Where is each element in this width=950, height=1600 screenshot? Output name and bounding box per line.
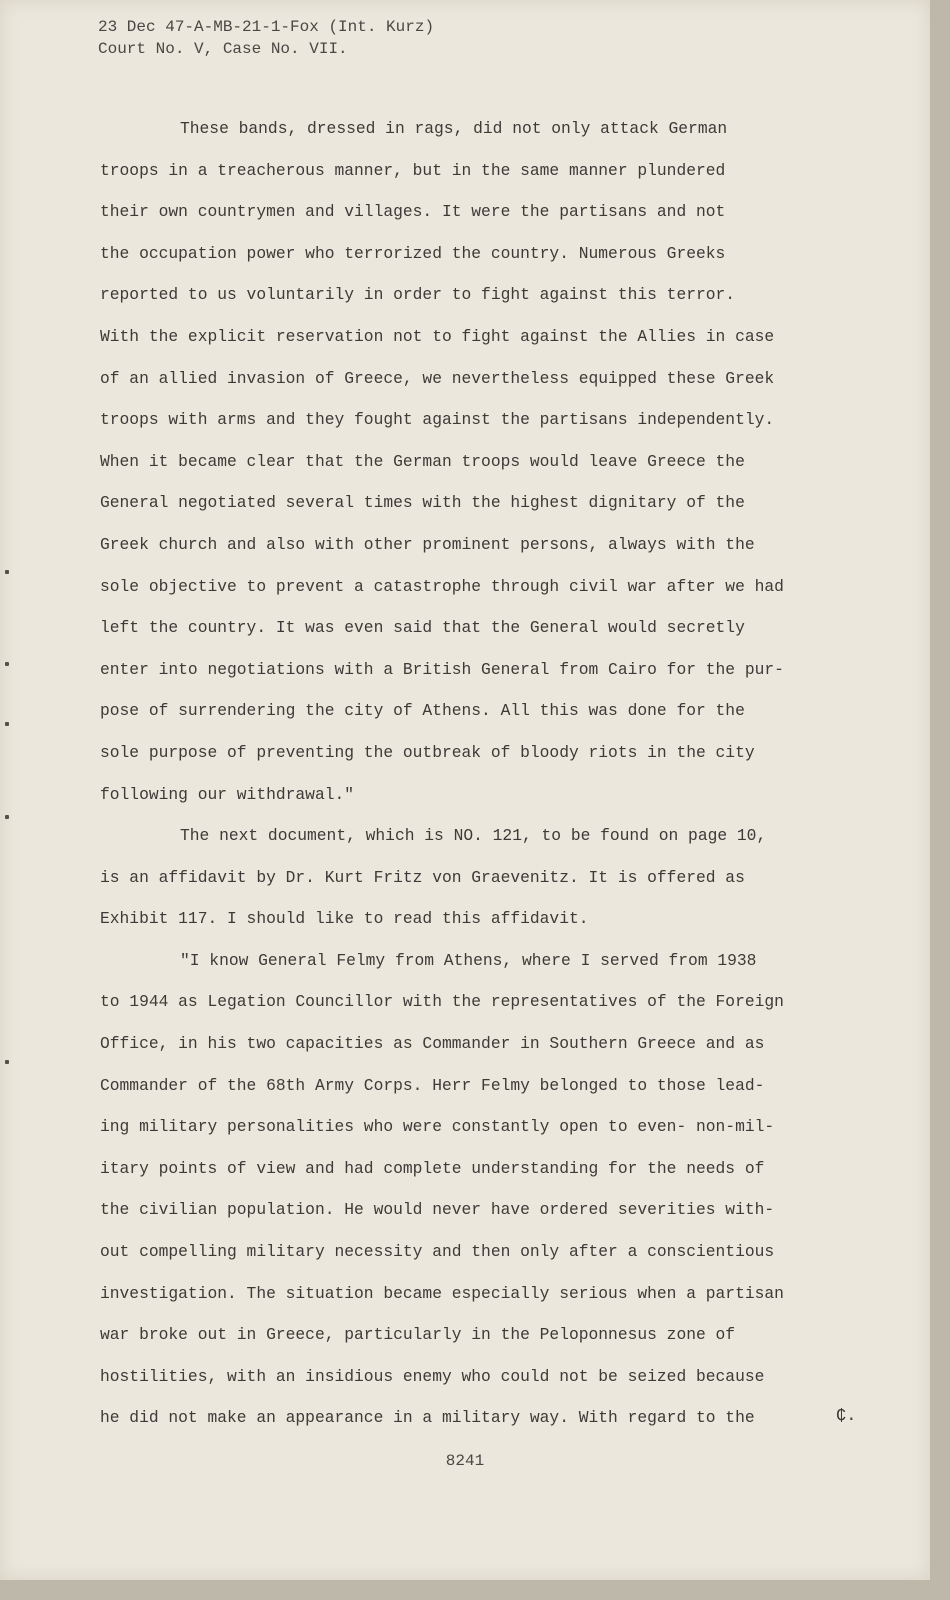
margin-dot (5, 662, 9, 666)
body-line: is an affidavit by Dr. Kurt Fritz von Graevenitz. It is offered as (100, 867, 745, 887)
body-line: enter into negotiations with a British General from Cairo for the pur- (100, 659, 784, 679)
body-line: With the explicit reservation not to fight against the Allies in case (100, 326, 775, 346)
header-line-1: 23 Dec 47-A-MB-21-1-Fox (Int. Kurz) (98, 18, 435, 36)
body-line: Office, in his two capacities as Commander in Southern Greece and as (100, 1034, 765, 1054)
body-line: sole objective to prevent a catastrophe through civil war after we had (100, 576, 784, 596)
margin-dot (5, 1060, 9, 1064)
scan-edge-bottom (0, 1580, 950, 1600)
margin-dot (5, 570, 9, 574)
body-line: following our withdrawal." (100, 784, 355, 804)
body-line: the civilian population. He would never have ordered severities with- (100, 1200, 775, 1220)
handwritten-mark: ₵. (836, 1407, 857, 1426)
body-line: hostilities, with an insidious enemy who could not be seized because (100, 1366, 765, 1386)
body-line: of an allied invasion of Greece, we nevertheless equipped these Greek (100, 368, 775, 388)
body-line: General negotiated several times with the highest dignitary of the (100, 493, 745, 513)
document-header (98, 16, 434, 60)
header-line-2: Court No. V, Case No. VII. (98, 40, 348, 58)
body-line: These bands, dressed in rags, did not only attack German (180, 119, 728, 138)
body-line: troops in a treacherous manner, but in the same manner plundered (100, 160, 726, 180)
body-line: Commander of the 68th Army Corps. Herr Felmy belonged to those lead- (100, 1075, 765, 1095)
body-line: ing military personalities who were constantly open to even- non-mil- (100, 1117, 775, 1137)
page-number: 8241 (445, 1452, 485, 1470)
body-line: to 1944 as Legation Councillor with the representatives of the Foreign (100, 992, 784, 1012)
margin-dot (5, 815, 9, 819)
body-line: their own countrymen and villages. It were the partisans and not (100, 202, 726, 222)
scan-edge-right (930, 0, 950, 1600)
body-line: pose of surrendering the city of Athens. All this was done for the (100, 701, 745, 721)
body-line: troops with arms and they fought against the partisans independently. (100, 410, 775, 430)
body-line: The next document, which is NO. 121, to be found on page 10, (180, 826, 767, 846)
body-line: reported to us voluntarily in order to fight against this terror. (100, 285, 736, 305)
body-line: Greek church and also with other prominent persons, always with the (100, 534, 755, 554)
body-line: he did not make an appearance in a military way. With regard to the (100, 1408, 755, 1428)
body-line: investigation. The situation became especially serious when a partisan (100, 1283, 784, 1303)
body-line: "I know General Felmy from Athens, where I served from 1938 (180, 950, 757, 970)
body-line: war broke out in Greece, particularly in the Peloponnesus zone of (100, 1325, 736, 1345)
body-line: Exhibit 117. I should like to read this affidavit. (100, 909, 589, 929)
body-line: out compelling military necessity and then only after a conscientious (100, 1242, 775, 1262)
document-body (100, 108, 860, 1439)
body-line: itary points of view and had complete understanding for the needs of (100, 1158, 765, 1178)
body-line: sole purpose of preventing the outbreak of bloody riots in the city (100, 742, 755, 762)
margin-dot (5, 722, 9, 726)
body-line: the occupation power who terrorized the country. Numerous Greeks (100, 243, 726, 263)
body-line: left the country. It was even said that the General would secretly (100, 618, 745, 638)
body-line: When it became clear that the German troops would leave Greece the (100, 451, 745, 471)
